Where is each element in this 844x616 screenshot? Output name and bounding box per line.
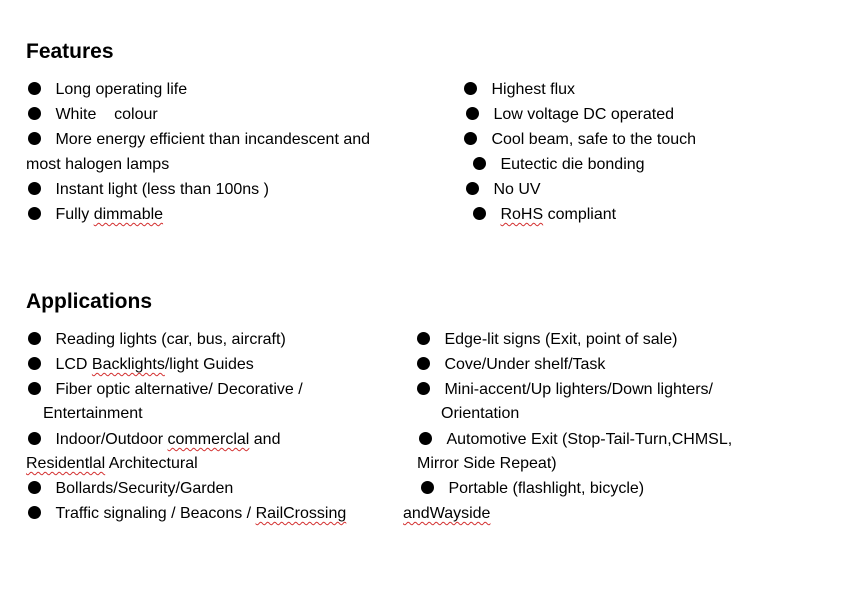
- feature-item: [28, 180, 269, 200]
- bullet-icon: [464, 82, 477, 95]
- applications-heading: Applications: [26, 290, 153, 313]
- application-text: /light Guides: [164, 356, 254, 373]
- bullet-icon: [466, 107, 479, 120]
- application-text-continued: Mirror Side Repeat): [417, 455, 557, 472]
- spellcheck-word: Backlights: [91, 356, 165, 373]
- feature-text: White colour: [55, 106, 158, 123]
- bullet-icon: [473, 157, 486, 170]
- bullet-icon: [419, 432, 432, 445]
- bullet-icon: [28, 357, 41, 370]
- feature-text: Cool beam, safe to the touch: [491, 131, 697, 148]
- application-text: Cove/Under shelf/Task: [444, 356, 606, 373]
- application-text-continued: [403, 504, 490, 524]
- bullet-icon: [417, 357, 430, 370]
- application-text: Fiber optic alternative/ Decorative /: [55, 381, 303, 398]
- application-item: [419, 430, 732, 450]
- feature-item: [28, 80, 187, 100]
- feature-item: [464, 80, 575, 100]
- application-text: and: [249, 431, 281, 448]
- application-text: Architectural: [105, 455, 198, 472]
- feature-text: Fully: [55, 206, 94, 223]
- bullet-icon: [28, 481, 41, 494]
- feature-text: Instant light (less than 100ns ): [55, 181, 269, 198]
- application-text-continued: [26, 454, 198, 474]
- spellcheck-word: andWayside: [403, 505, 491, 522]
- bullet-icon: [417, 382, 430, 395]
- features-heading: Features: [26, 40, 114, 63]
- feature-item: [28, 105, 158, 125]
- feature-text: compliant: [543, 206, 617, 223]
- bullet-icon: [417, 332, 430, 345]
- application-item: [28, 330, 286, 350]
- spellcheck-word: Residentlal: [26, 455, 106, 472]
- application-item: [417, 380, 713, 400]
- feature-text: Eutectic die bonding: [500, 156, 645, 173]
- feature-item: [28, 130, 370, 150]
- feature-item: [466, 180, 541, 200]
- application-item: [417, 355, 605, 375]
- bullet-icon: [28, 82, 41, 95]
- feature-text: More energy efficient than incandescent and: [55, 131, 371, 148]
- application-item: [28, 430, 280, 450]
- feature-text: Long operating life: [55, 81, 188, 98]
- application-text: LCD: [55, 356, 92, 373]
- spellcheck-word: commerclal: [167, 431, 250, 448]
- feature-item: [466, 105, 674, 125]
- bullet-icon: [464, 132, 477, 145]
- bullet-icon: [421, 481, 434, 494]
- feature-item: [473, 205, 616, 225]
- application-text: Mini-accent/Up lighters/Down lighters/: [444, 381, 713, 398]
- spellcheck-word: dimmable: [93, 206, 164, 223]
- application-text: Bollards/Security/Garden: [55, 480, 234, 497]
- spellcheck-word: RoHS: [500, 206, 544, 223]
- bullet-icon: [28, 506, 41, 519]
- bullet-icon: [28, 382, 41, 395]
- application-text: Edge-lit signs (Exit, point of sale): [444, 331, 678, 348]
- feature-text-continued: most halogen lamps: [26, 156, 170, 173]
- spellcheck-word: RailCrossing: [255, 505, 347, 522]
- application-item: [28, 355, 254, 375]
- application-text: Reading lights (car, bus, aircraft): [55, 331, 286, 348]
- bullet-icon: [28, 107, 41, 120]
- application-item: [28, 380, 303, 400]
- application-text-continued: Orientation: [441, 405, 520, 422]
- application-item: [421, 479, 644, 499]
- feature-text: Low voltage DC operated: [493, 106, 675, 123]
- bullet-icon: [28, 432, 41, 445]
- feature-text: Highest flux: [491, 81, 576, 98]
- feature-item: [464, 130, 696, 150]
- bullet-icon: [28, 207, 41, 220]
- application-item: [417, 330, 677, 350]
- application-item: [28, 479, 233, 499]
- feature-item: [473, 155, 645, 175]
- feature-item: [28, 205, 163, 225]
- bullet-icon: [473, 207, 486, 220]
- application-text: Traffic signaling / Beacons /: [55, 505, 256, 522]
- application-text: Portable (flashlight, bicycle): [448, 480, 645, 497]
- feature-text: No UV: [493, 181, 541, 198]
- bullet-icon: [28, 332, 41, 345]
- application-text: Automotive Exit (Stop-Tail-Turn,CHMSL,: [446, 431, 733, 448]
- application-item: [28, 504, 346, 524]
- application-text: Indoor/Outdoor: [55, 431, 168, 448]
- bullet-icon: [28, 132, 41, 145]
- bullet-icon: [466, 182, 479, 195]
- bullet-icon: [28, 182, 41, 195]
- application-text-continued: Entertainment: [43, 405, 143, 422]
